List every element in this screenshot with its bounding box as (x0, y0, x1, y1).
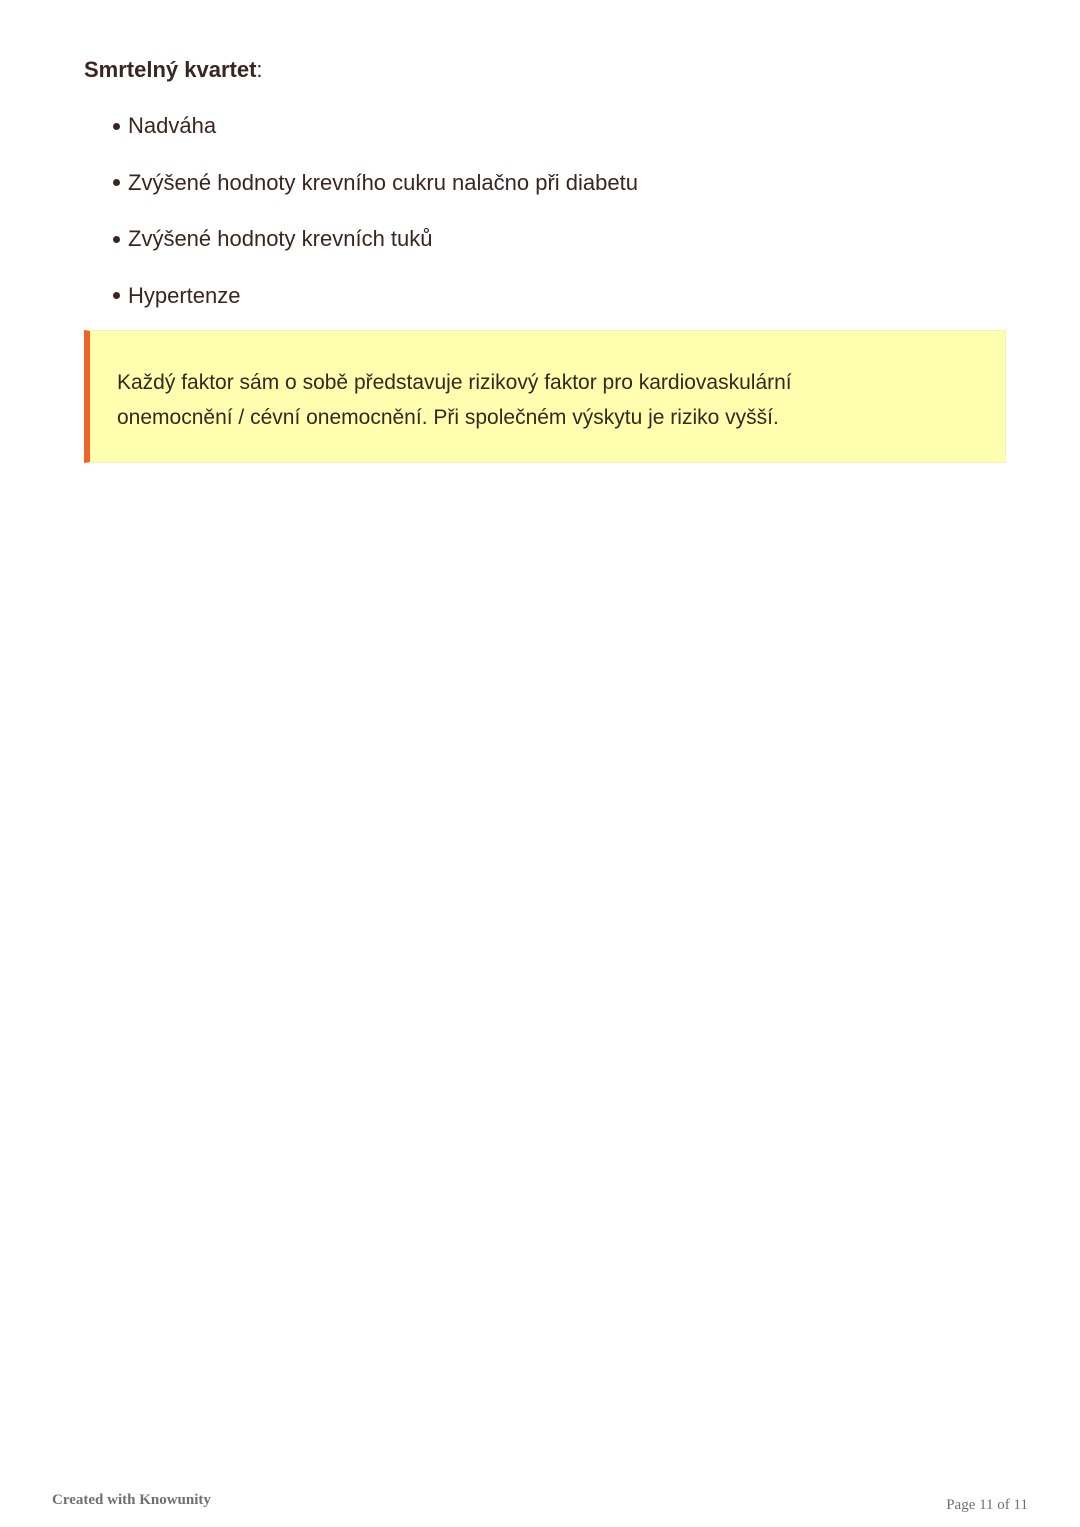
section-heading (84, 54, 263, 86)
list-item (110, 167, 638, 199)
bullet-icon (113, 236, 120, 243)
bullet-icon (113, 292, 120, 299)
highlight-callout (84, 330, 1006, 463)
bullet-icon (113, 123, 120, 130)
section-heading-title: Smrtelný kvartet (84, 57, 257, 82)
list-item (110, 280, 638, 312)
footer-created-with: Created with Knowunity (52, 1492, 211, 1508)
list-item (110, 110, 638, 142)
bullet-icon (113, 179, 120, 186)
list-item-label: Hypertenze (128, 282, 241, 308)
list-item-label: Zvýšené hodnoty krevního cukru nalačno při diabetu (128, 169, 638, 195)
section-heading-colon: : (256, 57, 263, 82)
callout-line-2: onemocnění / cévní onemocnění. Při společném výskytu je riziko vyšší. (117, 406, 779, 429)
footer-page-number: Page 11 of 11 (946, 1497, 1028, 1513)
list-item-label: Nadváha (128, 113, 217, 138)
risk-factor-list (110, 110, 638, 336)
callout-line-1: Každý faktor sám o sobě představuje rizikový faktor pro kardiovaskulární (117, 371, 792, 394)
list-item-label: Zvýšené hodnoty krevních tuků (128, 226, 433, 252)
callout-text (117, 365, 975, 435)
list-item (110, 223, 638, 255)
